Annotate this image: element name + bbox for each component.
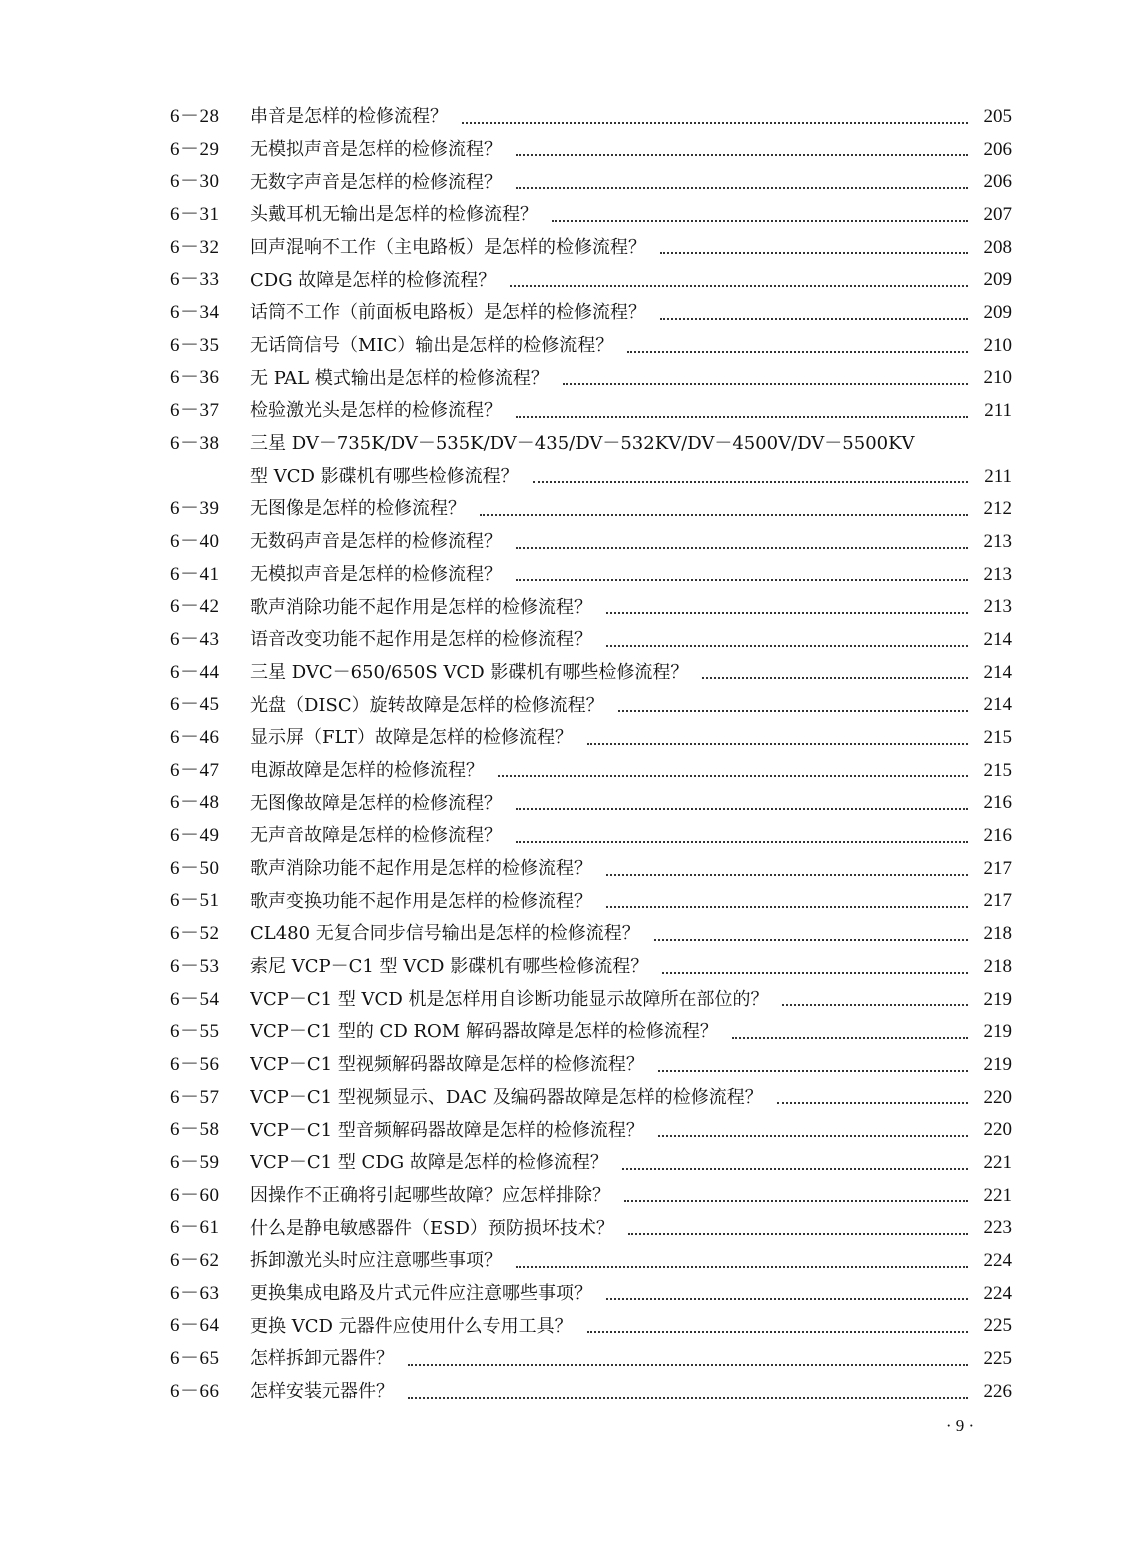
- page-number: · 9 ·: [945, 1416, 975, 1435]
- entry-page: 217: [983, 857, 1012, 879]
- dot-leader: [533, 481, 968, 483]
- entry-title: 更换集成电路及片式元件应注意哪些事项？: [250, 1282, 592, 1304]
- dot-leader: [702, 677, 968, 679]
- dot-leader: [622, 1168, 968, 1170]
- toc-entry: [170, 717, 1012, 750]
- toc-entry: [170, 1044, 1012, 1077]
- entry-title: 无话筒信号（MIC）输出是怎样的检修流程？: [250, 335, 614, 356]
- table-of-contents: [170, 96, 1012, 1404]
- dot-leader: [628, 1233, 968, 1235]
- dot-leader: [563, 383, 968, 385]
- entry-number: 6－61: [170, 1217, 220, 1239]
- toc-entry: [170, 1011, 1012, 1044]
- entry-title: 三星 DV－735K/DV－535K/DV－435/DV－532KV/DV－4500V/DV－5500KV: [250, 433, 915, 455]
- entry-title: 无图像是怎样的检修流程？: [250, 498, 466, 520]
- entry-title: 电源故障是怎样的检修流程？: [250, 759, 484, 781]
- entry-number: 6－43: [170, 628, 220, 650]
- toc-entry: [170, 1175, 1012, 1208]
- entry-number: 6－65: [170, 1348, 220, 1370]
- entry-number: 6－59: [170, 1151, 220, 1173]
- dot-leader: [516, 808, 968, 810]
- toc-entry: [170, 1109, 1012, 1142]
- entry-page: 212: [983, 498, 1012, 520]
- toc-entry: [170, 488, 1012, 521]
- entry-number: 6－52: [170, 923, 220, 945]
- entry-page: 206: [983, 138, 1012, 160]
- entry-number: 6－57: [170, 1086, 220, 1108]
- dot-leader: [618, 710, 968, 712]
- entry-title: 怎样安装元器件？: [250, 1381, 394, 1402]
- entry-page: 221: [983, 1151, 1012, 1173]
- entry-number: 6－45: [170, 694, 220, 716]
- entry-title: 串音是怎样的检修流程？: [250, 106, 448, 128]
- entry-number: 6－53: [170, 955, 220, 977]
- entry-page: 218: [983, 923, 1012, 945]
- entry-number: 6－34: [170, 302, 220, 324]
- entry-page: 224: [983, 1250, 1012, 1271]
- dot-leader: [660, 318, 968, 320]
- entry-number: 6－64: [170, 1315, 220, 1337]
- entry-title: VCP－C1 型音频解码器故障是怎样的检修流程？: [250, 1119, 644, 1141]
- toc-entry: [170, 586, 1012, 619]
- entry-number: 6－60: [170, 1184, 220, 1206]
- entry-number: 6－39: [170, 498, 220, 520]
- entry-title: 话筒不工作（前面板电路板）是怎样的检修流程？: [250, 302, 646, 324]
- entry-title: 歌声消除功能不起作用是怎样的检修流程？: [250, 596, 592, 618]
- entry-number: 6－56: [170, 1053, 220, 1075]
- entry-title: 无模拟声音是怎样的检修流程？: [250, 563, 502, 585]
- toc-entry: [170, 1142, 1012, 1175]
- toc-entry: [170, 1338, 1012, 1371]
- entry-title: VCP－C1 型视频解码器故障是怎样的检修流程？: [250, 1054, 644, 1076]
- toc-entry: [170, 979, 1012, 1012]
- entry-number: 6－66: [170, 1380, 220, 1402]
- toc-entry: [170, 1371, 1012, 1404]
- dot-leader: [654, 939, 968, 941]
- entry-page: 219: [983, 1053, 1012, 1075]
- entry-page: 224: [983, 1282, 1012, 1304]
- entry-number: 6－28: [170, 105, 220, 127]
- toc-entry: [170, 848, 1012, 881]
- toc-entry: [170, 1207, 1012, 1240]
- entry-number: 6－51: [170, 890, 220, 912]
- entry-page: 214: [983, 661, 1012, 683]
- entry-number: 6－50: [170, 857, 220, 879]
- entry-title: VCP－C1 型视频显示、DAC 及编码器故障是怎样的检修流程？: [250, 1086, 763, 1108]
- toc-entry: [170, 358, 1012, 391]
- entry-page: 213: [983, 563, 1012, 585]
- entry-number: 6－44: [170, 661, 220, 683]
- toc-entry: [170, 652, 1012, 685]
- dot-leader: [606, 612, 968, 614]
- entry-page: 223: [983, 1217, 1012, 1239]
- entry-page: 213: [983, 596, 1012, 618]
- toc-entry: [170, 750, 1012, 783]
- entry-number: 6－62: [170, 1250, 220, 1271]
- dot-leader: [516, 1266, 968, 1268]
- dot-leader: [516, 154, 968, 156]
- entry-title: 无声音故障是怎样的检修流程？: [250, 825, 502, 847]
- entry-page: 216: [983, 825, 1012, 847]
- entry-number: 6－47: [170, 759, 220, 781]
- dot-leader: [662, 972, 968, 974]
- dot-leader: [587, 743, 968, 745]
- entry-page: 220: [983, 1086, 1012, 1108]
- dot-leader: [516, 579, 968, 581]
- entry-title: 索尼 VCP－C1 型 VCD 影碟机有哪些检修流程？: [250, 956, 649, 978]
- dot-leader: [606, 1298, 968, 1300]
- dot-leader: [732, 1037, 968, 1039]
- toc-entry: [170, 1305, 1012, 1338]
- entry-title: 无数码声音是怎样的检修流程？: [250, 531, 502, 553]
- toc-entry: [170, 881, 1012, 914]
- entry-title: 拆卸激光头时应注意哪些事项？: [250, 1250, 502, 1272]
- entry-page: 215: [983, 759, 1012, 781]
- entry-page: 216: [983, 792, 1012, 814]
- entry-number: 6－63: [170, 1282, 220, 1304]
- toc-entry: [170, 325, 1012, 358]
- dot-leader: [777, 1102, 968, 1104]
- toc-entry: [170, 1240, 1012, 1273]
- entry-title: 显示屏（FLT）故障是怎样的检修流程？: [250, 727, 573, 749]
- dot-leader: [782, 1004, 968, 1006]
- dot-leader: [658, 1135, 968, 1137]
- dot-leader: [552, 220, 968, 222]
- entry-page: 209: [983, 269, 1012, 291]
- entry-number: 6－32: [170, 236, 220, 258]
- toc-entry: [170, 684, 1012, 717]
- entry-title: 回声混响不工作（主电路板）是怎样的检修流程？: [250, 236, 646, 258]
- entry-number: 6－54: [170, 988, 220, 1010]
- toc-entry: [170, 194, 1012, 227]
- entry-title: 型 VCD 影碟机有哪些检修流程？: [250, 465, 519, 487]
- entry-page: 219: [983, 1021, 1012, 1043]
- entry-title: 三星 DVC－650/650S VCD 影碟机有哪些检修流程？: [250, 661, 689, 683]
- entry-number: 6－40: [170, 530, 220, 552]
- entry-number: 6－49: [170, 825, 220, 847]
- entry-number: 6－31: [170, 204, 220, 225]
- entry-title: VCP－C1 型的 CD ROM 解码器故障是怎样的检修流程？: [250, 1021, 718, 1043]
- entry-page: 215: [983, 727, 1012, 748]
- dot-leader: [480, 514, 968, 516]
- entry-page: 219: [983, 988, 1012, 1010]
- entry-title: CDG 故障是怎样的检修流程？: [250, 269, 497, 291]
- toc-entry: [170, 259, 1012, 292]
- toc-entry: [170, 554, 1012, 587]
- entry-number: 6－36: [170, 367, 220, 389]
- dot-leader: [516, 416, 968, 418]
- dot-leader: [510, 285, 968, 287]
- toc-entry: [170, 619, 1012, 652]
- entry-title: 更换 VCD 元器件应使用什么专用工具？: [250, 1315, 573, 1337]
- entry-title: CL480 无复合同步信号输出是怎样的检修流程？: [250, 923, 640, 945]
- dot-leader: [606, 906, 968, 908]
- entry-title: 什么是静电敏感器件（ESD）预防损坏技术？: [250, 1217, 614, 1239]
- toc-entry: [170, 782, 1012, 815]
- entry-page: 220: [983, 1119, 1012, 1141]
- entry-title: 光盘（DISC）旋转故障是怎样的检修流程？: [250, 694, 604, 716]
- entry-number: 6－41: [170, 563, 220, 585]
- dot-leader: [660, 252, 968, 254]
- entry-number: 6－42: [170, 596, 220, 618]
- entry-number: 6－38: [170, 432, 220, 454]
- dot-leader: [408, 1364, 968, 1366]
- entry-page: 221: [983, 1184, 1012, 1206]
- toc-entry: [170, 815, 1012, 848]
- entry-page: 206: [983, 171, 1012, 193]
- entry-page: 207: [983, 204, 1012, 225]
- entry-number: 6－29: [170, 138, 220, 160]
- entry-page: 218: [983, 955, 1012, 977]
- entry-title: 头戴耳机无输出是怎样的检修流程？: [250, 204, 538, 226]
- entry-title: 语音改变功能不起作用是怎样的检修流程？: [250, 629, 592, 651]
- entry-page: 226: [983, 1380, 1012, 1402]
- entry-title: 歌声消除功能不起作用是怎样的检修流程？: [250, 858, 592, 879]
- entry-number: 6－58: [170, 1119, 220, 1141]
- toc-entry: [170, 390, 1012, 423]
- entry-number: 6－33: [170, 269, 220, 291]
- toc-entry: [170, 227, 1012, 260]
- dot-leader: [516, 547, 968, 549]
- entry-title: 无模拟声音是怎样的检修流程？: [250, 138, 502, 160]
- toc-entry: [170, 129, 1012, 162]
- toc-entry: [170, 946, 1012, 979]
- entry-title: 无 PAL 模式输出是怎样的检修流程？: [250, 367, 549, 389]
- dot-leader: [627, 351, 968, 353]
- entry-page: 211: [984, 400, 1012, 422]
- entry-page: 208: [983, 236, 1012, 258]
- dot-leader: [516, 841, 968, 843]
- dot-leader: [658, 1070, 968, 1072]
- entry-page: 213: [983, 530, 1012, 552]
- entry-title: 无数字声音是怎样的检修流程？: [250, 171, 502, 193]
- entry-page: 214: [983, 694, 1012, 716]
- entry-page: 211: [984, 465, 1012, 487]
- dot-leader: [408, 1397, 968, 1399]
- entry-page: 225: [983, 1315, 1012, 1337]
- entry-number: 6－48: [170, 792, 220, 814]
- toc-entry: [170, 1077, 1012, 1110]
- entry-number: 6－30: [170, 171, 220, 193]
- entry-title: 无图像故障是怎样的检修流程？: [250, 792, 502, 814]
- entry-title: 因操作不正确将引起哪些故障？应怎样排除？: [250, 1184, 610, 1206]
- toc-entry: [170, 456, 1012, 489]
- entry-page: 214: [983, 628, 1012, 650]
- entry-page: 205: [983, 105, 1012, 127]
- entry-number: 6－37: [170, 400, 220, 422]
- entry-title: 歌声变换功能不起作用是怎样的检修流程？: [250, 890, 592, 912]
- entry-title: VCP－C1 型 VCD 机是怎样用自诊断功能显示故障所在部位的？: [250, 988, 769, 1010]
- toc-entry: [170, 1273, 1012, 1306]
- entry-page: 225: [983, 1348, 1012, 1370]
- entry-page: 217: [983, 890, 1012, 912]
- entry-number: 6－46: [170, 727, 220, 748]
- entry-page: 209: [983, 302, 1012, 324]
- entry-number: 6－35: [170, 334, 220, 356]
- entry-page: 210: [983, 367, 1012, 389]
- entry-title: 怎样拆卸元器件？: [250, 1348, 394, 1370]
- entry-page: 210: [983, 334, 1012, 356]
- entry-title: VCP－C1 型 CDG 故障是怎样的检修流程？: [250, 1152, 608, 1174]
- dot-leader: [498, 775, 968, 777]
- dot-leader: [624, 1200, 968, 1202]
- dot-leader: [587, 1331, 968, 1333]
- dot-leader: [606, 874, 968, 876]
- dot-leader: [462, 122, 968, 124]
- entry-title: 检验激光头是怎样的检修流程？: [250, 400, 502, 422]
- toc-entry: [170, 292, 1012, 325]
- toc-entry: [170, 913, 1012, 946]
- entry-number: 6－55: [170, 1021, 220, 1043]
- dot-leader: [606, 645, 968, 647]
- toc-entry: [170, 423, 1012, 456]
- toc-entry: [170, 96, 1012, 129]
- toc-entry: [170, 161, 1012, 194]
- dot-leader: [516, 187, 968, 189]
- toc-entry: [170, 521, 1012, 554]
